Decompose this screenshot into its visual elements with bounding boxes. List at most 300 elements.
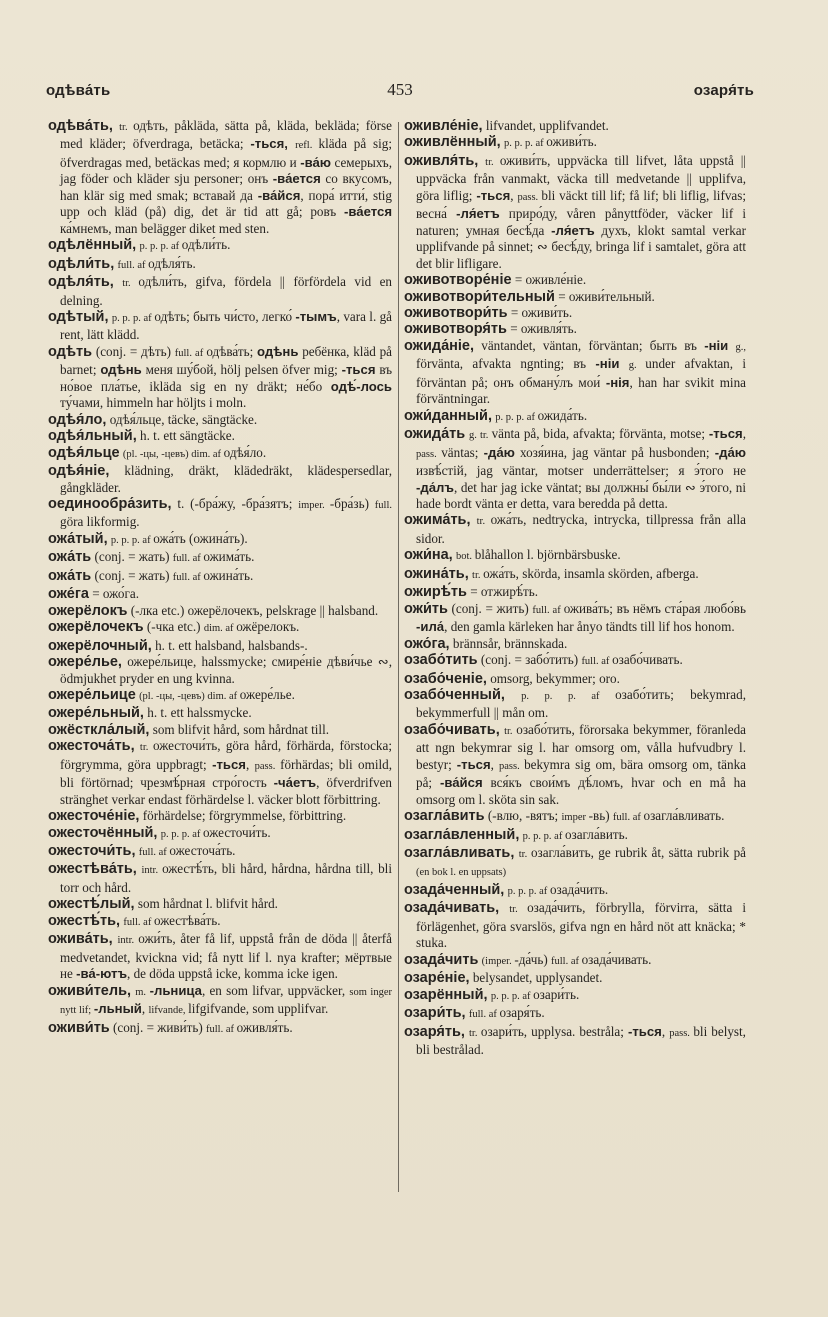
entry-definition <box>472 566 699 581</box>
grammar-note: full. af <box>172 571 204 583</box>
definition-text: lifgifvande, som upplifvar. <box>188 1001 329 1017</box>
definition-text: (conj. = живи́ть) <box>113 1019 207 1035</box>
entry-definition <box>523 827 628 842</box>
definition-text: bli väckt till lif; få lif; bli liflig, lifvas; весна́ <box>416 187 746 222</box>
definition-text: одѣть; быть чи́сто, легко́ <box>154 308 296 324</box>
inflected-form: -да́ю <box>483 444 515 460</box>
definition-text: = ожо́га. <box>92 586 140 602</box>
definition-text: , <box>661 1023 670 1039</box>
dictionary-entry <box>404 134 746 152</box>
definition-text: -бра́зь) <box>329 495 375 511</box>
grammar-note: refl. <box>295 140 319 152</box>
entry-definition <box>123 913 220 928</box>
definition-text: , <box>490 756 499 772</box>
entry-headword: озарённый, <box>404 986 488 1003</box>
grammar-note: full. af <box>174 347 207 359</box>
grammar-note: tr. <box>122 278 139 290</box>
entry-headword: ожа́ть <box>48 567 92 584</box>
entry-headword: ожина́ть, <box>404 565 469 582</box>
definition-text: въ но́вое пла́тье, iklädа sig en ny dräkt; не́бо <box>60 362 392 394</box>
entry-definition <box>95 568 254 583</box>
dictionary-entry <box>48 843 392 861</box>
definition-text: h. t. ett halsband, halsbands-. <box>155 637 308 653</box>
grammar-note: (pl. -цы, -цевъ) dim. af <box>139 690 240 702</box>
definition-text: (conj. = жать) <box>94 567 173 583</box>
dictionary-entry <box>404 408 746 426</box>
dictionary-entry <box>404 882 746 900</box>
definition-text: bli belyst, bli bestrålad. <box>416 1023 746 1058</box>
dictionary-entry <box>48 568 392 586</box>
entry-definition <box>473 970 603 985</box>
definition-text: ожива́ть; въ нёмъ ста́рая любо́вь <box>563 600 746 616</box>
grammar-note: m. <box>135 986 150 998</box>
definition-text: , öfverdrifven stränghet verkar endast förhärdelse l. väcker blott förbittring. <box>60 775 392 807</box>
definition-text: озабо́чивать. <box>612 652 683 668</box>
entry-definition <box>456 547 621 562</box>
grammar-note: p. p. p. af <box>160 828 204 840</box>
grammar-note: pass. <box>254 760 281 772</box>
definition-text: ожа́ть, skörda, insamla skörden, afberga. <box>483 565 699 581</box>
grammar-note: p. p. p. af <box>507 885 550 897</box>
definition-text: förvänta, afvakta ngnting; въ <box>416 356 596 372</box>
inflected-form: -ва́ю <box>300 154 331 170</box>
entry-definition <box>60 463 392 494</box>
definition-text: h. t. ett halssmycke. <box>147 705 252 721</box>
entry-definition <box>481 652 683 667</box>
inflected-form: -да́лъ <box>416 479 454 495</box>
definition-text: одѣля́ть. <box>148 255 196 271</box>
definition-text: ожесточи́ть. <box>203 824 271 840</box>
definition-text: , de döda uppstå icke, komma icke igen. <box>127 966 338 982</box>
entry-headword: озаря́ть, <box>404 1023 465 1040</box>
grammar-note: dim. af <box>203 623 237 635</box>
definition-text <box>728 338 735 353</box>
inflected-form: -ться <box>456 756 491 772</box>
definition-text: ка́мнемъ, man belägger diket med sten. <box>60 220 270 236</box>
definition-text: одѣли́ть, gifva, fördela || förfördela vid en delning. <box>60 274 392 308</box>
entry-headword: ожи́на, <box>404 547 453 564</box>
dictionary-entry <box>404 808 746 826</box>
dictionary-entry <box>404 289 746 305</box>
dictionary-entry <box>48 412 392 428</box>
inflected-form: -ться <box>476 187 511 203</box>
definition-text: оживи́ть. <box>546 134 597 150</box>
definition-text: (-влю, -вятъ; <box>487 808 562 824</box>
grammar-note: full. af <box>138 847 170 859</box>
definition-text: озада́чить, förbrylla, förvirra, sätta i förlägenhet, göra svarslös, gifva ngn en hård nöt att knäcka; * stuka. <box>416 900 746 951</box>
dictionary-entry <box>404 845 746 882</box>
definition-text: klädning, dräkt, klädedräkt, klädespersedlar, gångkläder. <box>60 463 392 495</box>
definition-text: вся́къ свои́мъ дѣ́ломъ, hvar och en må ha omsorg om l. sköta sin sak. <box>416 775 746 807</box>
definition-text: озари́ть, upplysa. bestråla; <box>480 1023 628 1039</box>
definition-text: , <box>245 756 255 772</box>
dictionary-entry <box>404 987 746 1005</box>
definition-text: -вь) <box>588 808 613 824</box>
definition-text: приро́ду, våren pånyttföder, väcker lif i naturen; умная бесѣ́да <box>416 206 746 238</box>
entry-headword: ожесточа́ть, <box>48 738 135 755</box>
definition-text: , vara l. gå rent, lätt klädd. <box>60 308 392 343</box>
inflected-form: -ля́етъ <box>456 206 500 222</box>
inflected-form: -нія <box>605 374 630 390</box>
entry-definition <box>123 445 266 460</box>
grammar-note: intr. <box>141 865 163 877</box>
definition-text: förhärdas; bli omild, bli förtörnad; чрезмѣ́рная стро́гость <box>60 756 392 791</box>
entry-headword: ожестѣ́лый, <box>48 896 135 913</box>
dictionary-entry <box>48 549 392 567</box>
grammar-note: full. af <box>612 812 644 824</box>
dictionary-entry <box>404 305 746 321</box>
grammar-note: bot. <box>456 551 475 563</box>
definition-text: = оживи́ть. <box>510 304 573 320</box>
definition-text: (conj. = забо́тить) <box>480 652 582 668</box>
definition-text: kläda på sig; öfverdragas med, betäckas med; я кормлю и <box>60 136 393 170</box>
dictionary-entry <box>48 638 392 654</box>
grammar-note: tr. <box>476 516 491 528</box>
entry-definition <box>147 619 299 634</box>
header-first-headword: одѣва́ть <box>46 82 111 99</box>
entry-definition <box>416 1024 746 1057</box>
grammar-note: full. <box>374 499 392 511</box>
definition-text: (-чка etc.) <box>146 619 204 635</box>
page-number: 453 <box>387 80 413 99</box>
entry-definition <box>147 705 251 720</box>
grammar-note: tr. <box>509 904 528 916</box>
entry-headword: ожёсткла́лый, <box>48 721 150 738</box>
entry-headword: ожесточи́ть, <box>48 843 136 860</box>
dictionary-entry <box>48 256 392 274</box>
header-last-headword: озаря́ть <box>693 82 754 99</box>
entry-definition <box>131 603 378 618</box>
definition-text: (conj. = дѣть) <box>95 343 175 359</box>
definition-text: som hårdnat l. blifvit hård. <box>137 896 278 912</box>
entry-headword: оживле́ніе, <box>404 118 483 134</box>
definition-text: одѣя́ло. <box>223 444 267 460</box>
dictionary-entry <box>404 952 746 970</box>
grammar-note: (imper. <box>481 955 515 967</box>
dictionary-entry <box>48 309 392 344</box>
grammar-note: imper. <box>298 499 330 511</box>
entry-headword: оживи́ть <box>48 1019 110 1036</box>
entry-headword: оживля́ть, <box>404 152 479 169</box>
inflected-form: одѣ́-лось <box>330 378 392 394</box>
entry-headword: озада́чить <box>404 951 479 968</box>
entry-headword: оживотворе́ніе <box>404 272 512 289</box>
entry-definition <box>95 549 255 564</box>
definition-text: = отжирѣ́ть. <box>470 584 539 600</box>
grammar-note: p. p. p. af <box>522 830 565 842</box>
definition-text: omsorg, bekymmer; oro. <box>490 670 620 686</box>
grammar-note: (pl. -цы, -цевъ) dim. af <box>122 448 224 460</box>
entry-headword: оживотвори́тельный <box>404 288 555 305</box>
entry-definition <box>110 412 257 427</box>
grammar-note: full. af <box>117 259 149 271</box>
dictionary-entry <box>404 547 746 565</box>
grammar-note: p. p. p. af <box>139 241 182 253</box>
definition-text: ожи́ть, åter få lif, uppstå från de döda || återfå medvetandet, kvickna vid; få nytt lif l. nya krafter; мёртвые не <box>60 931 392 982</box>
entry-definition <box>60 309 392 342</box>
inflected-form: -льный <box>93 1001 142 1017</box>
definition-text: , <box>742 426 746 442</box>
dictionary-entry <box>48 619 392 637</box>
definition-text: -да́чь) <box>514 951 551 967</box>
definition-text: belysandet, upplysandet. <box>472 970 603 986</box>
definition-text: som blifvit hård, som hårdnat till. <box>152 721 330 737</box>
dictionary-entry <box>48 496 392 531</box>
definition-text: одѣя́льце, täcke, sängtäcke. <box>109 411 258 427</box>
entry-definition <box>504 134 597 149</box>
dictionary-entry <box>404 827 746 845</box>
grammar-note: tr. <box>504 725 517 737</box>
definition-text: lifvandet, upplifvandet. <box>485 118 609 133</box>
dictionary-entry <box>48 861 392 896</box>
inflected-form: -ча́етъ <box>273 775 317 791</box>
definition-text: со вкусомъ, han klär sig med smak; вставай да <box>60 171 392 203</box>
grammar-note: pass. <box>499 760 525 772</box>
definition-text: , han har svikit mina förväntningar. <box>416 374 746 407</box>
entry-definition <box>482 952 652 967</box>
grammar-note: (en bok l. en uppsats) <box>416 867 507 879</box>
grammar-note: imper <box>561 812 589 824</box>
entry-headword: ожи́данный, <box>404 407 492 424</box>
inflected-form: -ться, <box>250 136 296 152</box>
dictionary-entry <box>404 687 746 722</box>
definition-text: blåhallon l. björnbärsbuske. <box>474 547 621 563</box>
grammar-note: tr. <box>472 569 484 581</box>
definition-text: bekymra sig om, bära omsorg om, tänka på; <box>416 756 746 791</box>
entry-definition <box>416 426 746 511</box>
inflected-form: -ля́етъ <box>551 222 595 238</box>
entry-headword: озагла́вить <box>404 808 485 825</box>
grammar-note: g. tr. <box>468 430 492 442</box>
entry-definition <box>92 586 139 601</box>
inflected-form: -льница <box>149 982 202 998</box>
entry-definition <box>139 237 230 252</box>
entry-definition <box>495 408 587 423</box>
entry-definition <box>508 882 609 897</box>
entry-headword: ожерёлочный, <box>48 637 152 654</box>
definition-text: under afvaktan, i förväntan på; онъ обману́лъ мои́ <box>416 356 746 390</box>
inflected-form: -ться <box>212 756 246 772</box>
definition-text: оживля́ть. <box>236 1019 293 1035</box>
entry-headword: ожи́ть <box>404 600 448 617</box>
entry-definition <box>491 987 580 1002</box>
entry-headword: одѣя́льце <box>48 444 120 461</box>
definition-text: одѣли́ть. <box>181 237 231 253</box>
definition-text: göra likformig. <box>60 514 140 530</box>
entry-headword: оживи́тель, <box>48 982 132 999</box>
left-column <box>48 118 392 1038</box>
dictionary-entry <box>48 913 392 931</box>
dictionary-entry <box>404 1005 746 1023</box>
definition-text: ожёрелокъ. <box>236 619 300 635</box>
grammar-note: pass. <box>416 448 442 460</box>
dictionary-entry <box>48 738 392 808</box>
dictionary-entry <box>48 825 392 843</box>
definition-text: = оживи́тельный. <box>558 288 655 304</box>
definition-text: озагла́вить, ge rubrik åt, sätta rubrik på <box>530 845 746 861</box>
entry-headword: ожо́га, <box>404 635 450 652</box>
entry-definition <box>138 896 278 911</box>
definition-text: озабо́тить, förorsaka bekymmer, föranleda att ngn bekymrar sig l. har omsorg om, vålla hufvudbry l. bestyr; <box>416 721 746 772</box>
definition-text: духъ, klokt samtal verkar upplifvande på sinnet; ∾ бесѣ́ду, bringa lif i samtalet, göra att det blir lifligare. <box>416 222 746 271</box>
entry-definition <box>140 428 235 443</box>
inflected-form: -ва́ется <box>344 204 392 220</box>
entry-headword: одѣя́ло, <box>48 411 107 428</box>
dictionary-entry <box>404 338 746 408</box>
entry-headword: озаре́ніе, <box>404 970 470 987</box>
grammar-note: pass. <box>517 191 542 203</box>
entry-headword: ожестѣва́ть, <box>48 861 137 878</box>
inflected-form: одѣнь <box>257 343 299 359</box>
dictionary-entry <box>404 636 746 652</box>
definition-text: , <box>510 187 518 203</box>
definition-text: (-лка etc.) ожерёлочекъ, pelskrage || halsband. <box>130 602 379 618</box>
entry-definition <box>155 638 308 653</box>
column-divider <box>398 122 399 1192</box>
entry-headword: одѣя́льный, <box>48 428 137 445</box>
definition-text: ожестѣ́ть, bli hård, hårdna, hårdna till, bli torr och hård. <box>60 861 392 895</box>
dictionary-entry <box>48 896 392 912</box>
dictionary-entry <box>404 272 746 288</box>
dictionary-entry <box>48 531 392 549</box>
entry-headword: одѣва́ть, <box>48 118 113 134</box>
grammar-note: tr. <box>469 1027 481 1039</box>
definition-text: озабо́тить; bekymrad, bekymmerfull || mån om. <box>416 686 746 721</box>
inflected-form: -тымъ <box>295 308 337 324</box>
definition-text: одѣть, påkläda, sätta på, kläda, bekläda; förse med kläder; öfverdraga, betäcka; <box>60 118 392 152</box>
grammar-note: full. af <box>123 916 154 928</box>
definition-text: озада́чить. <box>549 881 609 897</box>
dictionary-entry <box>404 426 746 512</box>
entry-headword: озабо́ченный, <box>404 686 505 703</box>
entry-headword: озабо́тить <box>404 652 478 669</box>
inflected-form: -ва́йся <box>257 187 301 203</box>
dictionary-entry <box>404 512 746 547</box>
entry-headword: ожере́льный, <box>48 705 144 722</box>
definition-text: , det har jag icke väntat; вы должны́ бы́ли ∾ э́того, ni hade bordt vänta er detta, vara beredda på detta. <box>416 479 746 511</box>
entry-headword: оживотворя́ть <box>404 321 507 338</box>
entry-headword: ожима́ть, <box>404 512 471 529</box>
definition-text: ту́чами, himmeln har höljts i moln. <box>60 395 247 411</box>
inflected-form: -ва́ется <box>272 171 321 187</box>
entry-headword: ожесточе́ніе, <box>48 808 140 825</box>
entry-definition <box>153 722 329 737</box>
page-header <box>46 80 754 108</box>
dictionary-entry <box>404 118 746 134</box>
entry-headword: одѣть <box>48 343 93 360</box>
definition-text: ожина́ть. <box>203 567 254 583</box>
entry-headword: ожирѣ́ть <box>404 584 467 601</box>
dictionary-entry <box>48 445 392 463</box>
dictionary-entry <box>404 153 746 272</box>
dictionary-entry <box>404 601 746 636</box>
entry-headword: озабо́чивать, <box>404 721 500 738</box>
definition-text: ожа́ть (ожина́ть). <box>153 530 248 546</box>
dictionary-entry <box>404 321 746 337</box>
definition-text: хозя́ина, jag väntar på husbonden; <box>514 444 715 460</box>
grammar-note: p. p. p. af <box>521 690 616 702</box>
grammar-note: tr. <box>119 122 134 133</box>
grammar-note: tr. <box>485 156 500 168</box>
definition-text: = оживля́ть. <box>510 321 577 337</box>
dictionary-entry <box>48 118 392 237</box>
dictionary-entry <box>404 722 746 808</box>
entry-headword: озари́ть, <box>404 1005 466 1022</box>
dictionary-entry <box>48 687 392 705</box>
grammar-note: intr. <box>117 935 139 947</box>
grammar-note: full. af <box>468 1009 500 1021</box>
entry-definition <box>118 256 196 271</box>
dictionary-entry <box>48 705 392 721</box>
entry-definition <box>113 1020 293 1035</box>
dictionary-entry <box>48 722 392 738</box>
entry-definition <box>486 118 609 133</box>
definition-text: озагла́вливать. <box>643 808 725 824</box>
dictionary-entry <box>48 237 392 255</box>
entry-headword: одѣлённый, <box>48 237 137 254</box>
entry-headword: ожере́льице <box>48 686 136 703</box>
definition-text: одѣва́ть; <box>206 343 257 359</box>
grammar-note: p. p. p. af <box>504 138 547 150</box>
definition-text: ожима́ть. <box>203 549 255 565</box>
grammar-note: full. af <box>206 1023 237 1035</box>
entry-headword: одѣя́ніе, <box>48 463 110 480</box>
definition-text: (conj. = жить) <box>451 600 533 616</box>
dictionary-entry <box>48 983 392 1020</box>
dictionary-entry <box>404 970 746 986</box>
definition-text <box>619 356 628 371</box>
grammar-note: tr. <box>518 849 531 861</box>
entry-headword: одѣли́ть, <box>48 255 115 272</box>
definition-text: = оживле́ніе. <box>514 272 587 288</box>
definition-text: förhärdelse; förgrymmelse, förbittring. <box>142 808 347 824</box>
inflected-form: -ться <box>341 362 376 378</box>
definition-text: озаря́ть. <box>499 1005 545 1021</box>
entry-headword: ожива́ть, <box>48 931 113 948</box>
entry-definition <box>139 843 236 858</box>
definition-text: озада́чивать. <box>581 951 652 967</box>
dictionary-entry <box>48 463 392 496</box>
grammar-note: full. af <box>172 553 204 565</box>
dictionary-entry <box>404 1024 746 1059</box>
entry-definition <box>469 1005 545 1020</box>
entry-headword: ожере́лье, <box>48 654 122 671</box>
definition-text: brännsår, brännskada. <box>452 635 568 651</box>
dictionary-entry <box>48 344 392 412</box>
grammar-note: pass. <box>669 1027 694 1039</box>
definition-text: оживи́ть, uppväcka till lifvet, låta uppstå || uppväcka från vanmakt, väcka till medvetande || upplifva, göra liflig; <box>416 152 746 203</box>
definition-text: ожере́льице, halssmycke; смире́ніе дѣви́чье ∾, ödmjukhet pryder en ung kvinna. <box>60 654 392 686</box>
grammar-note: p. p. p. af <box>110 534 154 546</box>
entry-headword: ожа́тый, <box>48 530 108 547</box>
entry-definition <box>470 584 538 599</box>
entry-headword: ожерёлочекъ <box>48 619 144 636</box>
definition-text: ожида́ть. <box>537 407 588 423</box>
definition-text: озари́ть. <box>533 986 580 1002</box>
grammar-note: g., <box>735 341 746 353</box>
entry-definition <box>139 687 295 702</box>
dictionary-entry <box>48 1020 392 1038</box>
definition-text: , пора́ итти́, stig upp och kläd (på) dig, det är tid att gå; ровъ <box>60 187 392 220</box>
grammar-note: full. af <box>550 955 582 967</box>
dictionary-entry <box>48 428 392 444</box>
dictionary-entry <box>48 654 392 687</box>
entry-headword: озада́чивать, <box>404 900 500 917</box>
grammar-note: p. p. p. af <box>490 990 534 1002</box>
entry-headword: оживотвори́ть <box>404 304 508 321</box>
dictionary-entry <box>48 603 392 619</box>
definition-text: ребёнка, kläd på barnet; <box>60 343 393 378</box>
